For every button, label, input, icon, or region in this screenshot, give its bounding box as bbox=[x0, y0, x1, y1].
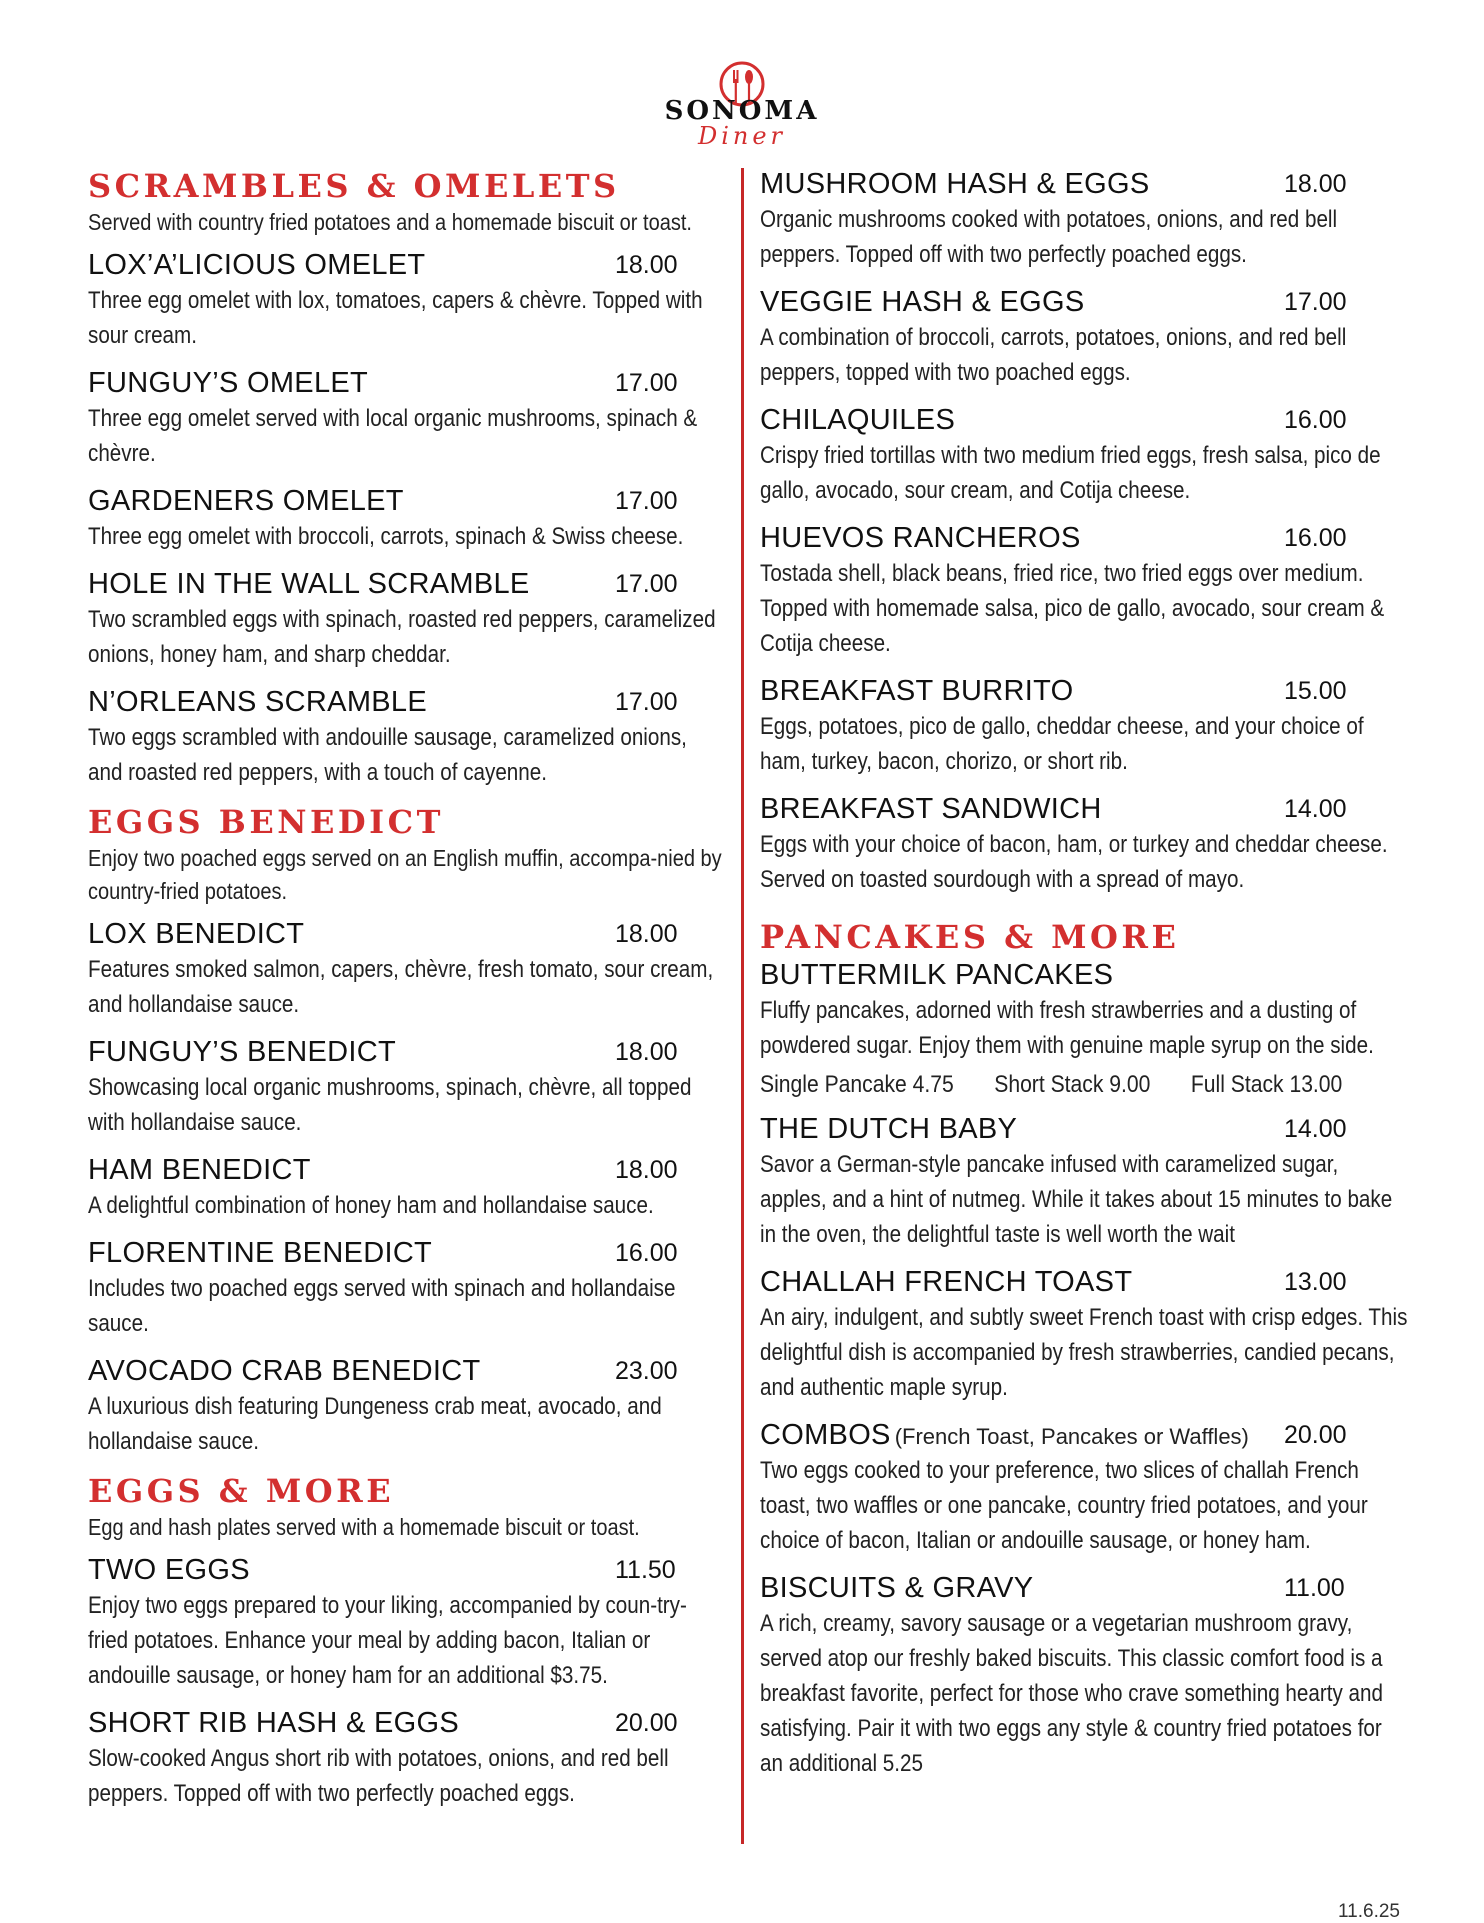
item-name: THE DUTCH BABY bbox=[760, 1113, 1018, 1145]
item-name: SHORT RIB HASH & EGGS bbox=[88, 1707, 460, 1739]
item-name: CHILAQUILES bbox=[760, 404, 956, 436]
item-price: 11.00 bbox=[1284, 1574, 1345, 1602]
logo bbox=[0, 58, 1484, 159]
item-price: 16.00 bbox=[1284, 524, 1347, 552]
menu-item bbox=[760, 1417, 1410, 1558]
item-description: Savor a German-style pancake infused with caramelized sugar, apples, and a hint of nutmeg. While it takes about 15 minutes to bake in the oven, the delightful taste is well worth the wait bbox=[760, 1151, 1393, 1248]
item-description: Three egg omelet with lox, tomatoes, capers & chèvre. Topped with sour cream. bbox=[88, 287, 703, 349]
section-title: SCRAMBLES & OMELETS bbox=[88, 167, 620, 205]
size-single: Single Pancake 4.75 bbox=[760, 1071, 954, 1098]
item-description: Enjoy two eggs prepared to your liking, accompanied by coun-try-fried potatoes. Enhance your meal by adding bacon, Italian or andouille sausage, or honey ham for an additional $3.75. bbox=[88, 1592, 687, 1689]
item-description: Organic mushrooms cooked with potatoes, onions, and red bell peppers. Topped off with two perfectly poached eggs. bbox=[760, 206, 1338, 268]
item-description: Includes two poached eggs served with spinach and hollandaise sauce. bbox=[88, 1275, 676, 1337]
menu-item bbox=[88, 1353, 728, 1459]
item-description: Tostada shell, black beans, fried rice, two fried eggs over medium. Topped with homemade salsa, pico de gallo, avocado, sour cream & Cotija cheese. bbox=[760, 560, 1385, 657]
menu-item bbox=[88, 1034, 728, 1140]
footer-date: 11.6.25 bbox=[1338, 1901, 1400, 1922]
item-price: 18.00 bbox=[1284, 170, 1347, 198]
left-column bbox=[88, 166, 728, 1823]
section-subtitle: Served with country fried potatoes and a homemade biscuit or toast. bbox=[88, 209, 692, 235]
menu-item bbox=[88, 566, 728, 672]
item-price: 17.00 bbox=[615, 688, 678, 716]
menu-item bbox=[760, 791, 1410, 897]
menu-item bbox=[760, 166, 1410, 272]
item-name: BISCUITS & GRAVY bbox=[760, 1572, 1034, 1604]
section-title: EGGS & MORE bbox=[88, 1472, 395, 1510]
menu-item bbox=[760, 957, 1410, 1105]
item-name: CHALLAH FRENCH TOAST bbox=[760, 1266, 1133, 1298]
section-eggs-more bbox=[88, 1471, 728, 1811]
item-name: MUSHROOM HASH & EGGS bbox=[760, 168, 1150, 200]
menu-item bbox=[88, 483, 728, 554]
item-name: TWO EGGS bbox=[88, 1554, 250, 1586]
menu-item bbox=[88, 916, 728, 1022]
item-price: 17.00 bbox=[615, 487, 678, 515]
item-name: LOX BENEDICT bbox=[88, 918, 305, 950]
menu-item bbox=[760, 1264, 1410, 1405]
item-name: HAM BENEDICT bbox=[88, 1154, 311, 1186]
section-scrambles-omelets bbox=[88, 166, 728, 790]
item-name: COMBOS bbox=[760, 1419, 891, 1451]
menu-item bbox=[88, 684, 728, 790]
item-price: 20.00 bbox=[1284, 1421, 1347, 1449]
item-description: Two eggs scrambled with andouille sausage, caramelized onions, and roasted red peppers, with a touch of cayenne. bbox=[88, 724, 687, 786]
item-price: 16.00 bbox=[1284, 406, 1347, 434]
item-price: 11.50 bbox=[615, 1556, 676, 1584]
item-price: 17.00 bbox=[615, 369, 678, 397]
item-description: A rich, creamy, savory sausage or a vegetarian mushroom gravy, served atop our freshly baked biscuits. This classic comfort food is a breakfast favorite, perfect for those who crave something hearty and satisfying. Pair it with two eggs any style & country fried potatoes for an additional 5.25 bbox=[760, 1610, 1383, 1777]
item-name: FLORENTINE BENEDICT bbox=[88, 1237, 433, 1269]
item-name: BREAKFAST SANDWICH bbox=[760, 793, 1102, 825]
menu-item bbox=[88, 1705, 728, 1811]
pancake-sizes bbox=[760, 1065, 1412, 1105]
item-description: Fluffy pancakes, adorned with fresh strawberries and a dusting of powdered sugar. Enjoy them with genuine maple syrup on the side. bbox=[760, 997, 1374, 1059]
right-column bbox=[760, 166, 1410, 1793]
menu-item bbox=[88, 247, 728, 353]
item-description: Three egg omelet with broccoli, carrots, spinach & Swiss cheese. bbox=[88, 523, 684, 550]
item-description: A luxurious dish featuring Dungeness crab meat, avocado, and hollandaise sauce. bbox=[88, 1393, 662, 1455]
item-price: 13.00 bbox=[1284, 1268, 1347, 1296]
menu-item bbox=[88, 1152, 728, 1223]
item-description: Showcasing local organic mushrooms, spinach, chèvre, all topped with hollandaise sauce. bbox=[88, 1074, 692, 1136]
size-short-stack: Short Stack 9.00 bbox=[994, 1071, 1151, 1098]
item-name: VEGGIE HASH & EGGS bbox=[760, 286, 1085, 318]
item-description: Slow-cooked Angus short rib with potatoes, onions, and red bell peppers. Topped off with two perfectly poached eggs. bbox=[88, 1745, 669, 1807]
item-price: 14.00 bbox=[1284, 1115, 1347, 1143]
logo-name: SONOMA bbox=[664, 96, 820, 126]
item-price: 15.00 bbox=[1284, 677, 1347, 705]
menu-item bbox=[760, 284, 1410, 390]
menu-item bbox=[88, 1552, 728, 1693]
item-description: Crispy fried tortillas with two medium fried eggs, fresh salsa, pico de gallo, avocado, sour cream, and Cotija cheese. bbox=[760, 442, 1381, 504]
item-name: GARDENERS OMELET bbox=[88, 485, 404, 517]
item-name: BREAKFAST BURRITO bbox=[760, 675, 1074, 707]
section-pancakes-more bbox=[760, 917, 1410, 1781]
menu-item bbox=[760, 402, 1410, 508]
item-price: 18.00 bbox=[615, 251, 678, 279]
menu-item bbox=[760, 1570, 1410, 1781]
logo-subtitle: Diner bbox=[697, 122, 787, 150]
item-name: LOX’A’LICIOUS OMELET bbox=[88, 249, 426, 281]
item-description: Eggs with your choice of bacon, ham, or turkey and cheddar cheese. Served on toasted sourdough with a spread of mayo. bbox=[760, 831, 1388, 893]
menu-item bbox=[760, 1111, 1410, 1252]
item-name: HUEVOS RANCHEROS bbox=[760, 522, 1081, 554]
item-name: N’ORLEANS SCRAMBLE bbox=[88, 686, 427, 718]
item-price: 18.00 bbox=[615, 1156, 678, 1184]
item-name: AVOCADO CRAB BENEDICT bbox=[88, 1355, 481, 1387]
item-description: Three egg omelet served with local organic mushrooms, spinach & chèvre. bbox=[88, 405, 698, 467]
item-name: FUNGUY’S BENEDICT bbox=[88, 1036, 397, 1068]
size-full-stack: Full Stack 13.00 bbox=[1190, 1071, 1343, 1098]
item-description: A combination of broccoli, carrots, potatoes, onions, and red bell peppers, topped with two poached eggs. bbox=[760, 324, 1347, 386]
item-price: 17.00 bbox=[615, 570, 678, 598]
item-price: 16.00 bbox=[615, 1239, 678, 1267]
item-price: 18.00 bbox=[615, 920, 678, 948]
menu-item bbox=[88, 365, 728, 471]
item-price: 18.00 bbox=[615, 1038, 678, 1066]
item-name: HOLE IN THE WALL SCRAMBLE bbox=[88, 568, 530, 600]
item-description: Two scrambled eggs with spinach, roasted red peppers, caramelized onions, honey ham, and sharp cheddar. bbox=[88, 606, 716, 668]
menu-item bbox=[88, 1235, 728, 1341]
item-price: 14.00 bbox=[1284, 795, 1347, 823]
section-eggs-benedict bbox=[88, 802, 728, 1459]
item-description: A delightful combination of honey ham and hollandaise sauce. bbox=[88, 1192, 654, 1219]
section-title: EGGS BENEDICT bbox=[88, 803, 444, 841]
item-name: BUTTERMILK PANCAKES bbox=[760, 959, 1114, 991]
menu-item bbox=[760, 520, 1410, 661]
item-description: An airy, indulgent, and subtly sweet French toast with crisp edges. This delightful dish is accompanied by fresh strawberries, candied pecans, and authentic maple syrup. bbox=[760, 1304, 1408, 1401]
section-title: PANCAKES & MORE bbox=[760, 918, 1180, 956]
column-divider bbox=[741, 168, 744, 1844]
item-price: 23.00 bbox=[615, 1357, 678, 1385]
menu-item bbox=[760, 673, 1410, 779]
item-price: 17.00 bbox=[1284, 288, 1347, 316]
item-price: 20.00 bbox=[615, 1709, 678, 1737]
item-name: FUNGUY’S OMELET bbox=[88, 367, 369, 399]
section-subtitle: Enjoy two poached eggs served on an English muffin, accompa-nied by country-fried potatoes. bbox=[88, 845, 722, 904]
section-subtitle: Egg and hash plates served with a homemade biscuit or toast. bbox=[88, 1514, 640, 1540]
item-description: Two eggs cooked to your preference, two slices of challah French toast, two waffles or one pancake, country fried potatoes, and your choice of bacon, Italian or andouille sausage, or honey ham. bbox=[760, 1457, 1368, 1554]
item-note: (French Toast, Pancakes or Waffles) bbox=[894, 1424, 1249, 1449]
item-description: Features smoked salmon, capers, chèvre, fresh tomato, sour cream, and hollandaise sauce. bbox=[88, 956, 714, 1018]
item-description: Eggs, potatoes, pico de gallo, cheddar cheese, and your choice of ham, turkey, bacon, chorizo, or short rib. bbox=[760, 713, 1364, 775]
